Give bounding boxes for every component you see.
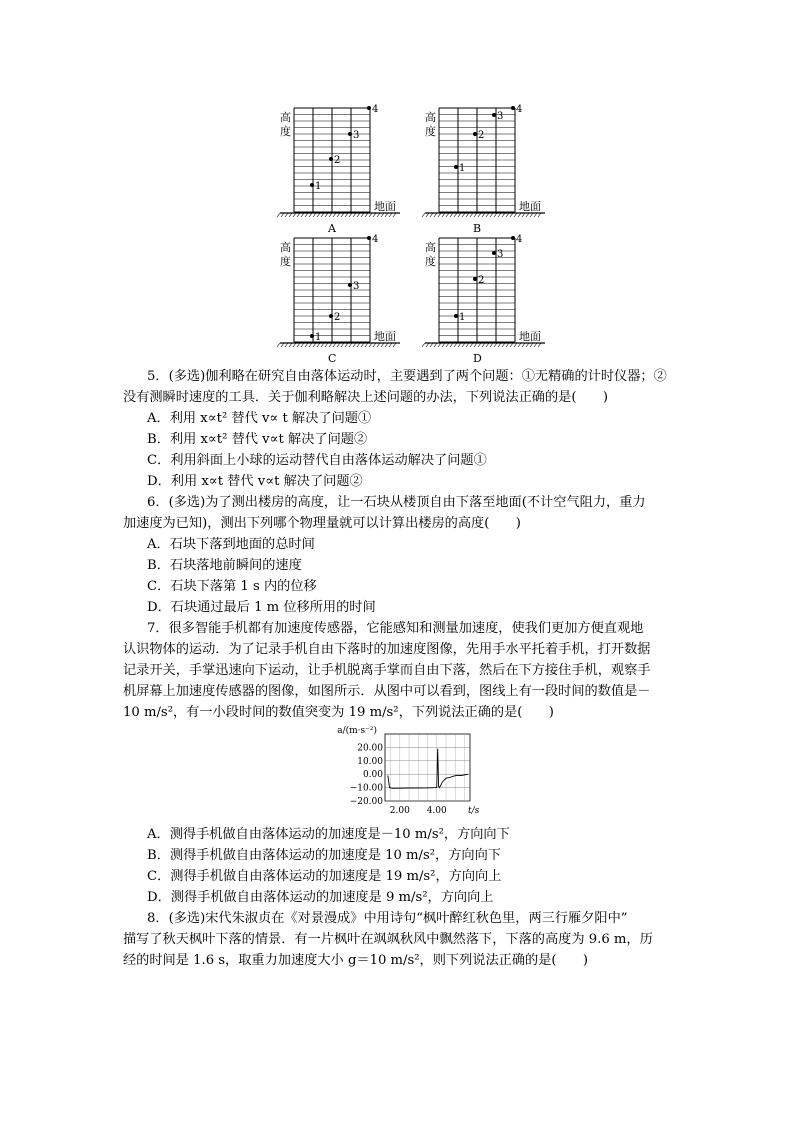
question-6 xyxy=(123,492,683,618)
point-3 xyxy=(492,251,496,255)
point-label-1: 1 xyxy=(459,163,466,174)
q6-option-a: A．石块下落到地面的总时间 xyxy=(147,537,315,552)
point-label-4: 4 xyxy=(372,104,379,115)
q6-stem-line-1: 6．(多选)为了测出楼房的高度，让一石块从楼顶自由下落至地面(不计空气阻力，重力 xyxy=(147,495,646,510)
point-4 xyxy=(367,106,371,110)
q7-option-a: A．测得手机做自由落体运动的加速度是－10 m/s²，方向向下 xyxy=(147,827,510,842)
panel-label: B xyxy=(473,222,482,235)
x-tick-label: 4.00 xyxy=(426,806,447,816)
q5-option-b: B．利用 x∝t² 替代 v∝t 解决了问题② xyxy=(147,432,368,447)
q7-stem-line-5: 10 m/s²，有一小段时间的数值突变为 19 m/s²，下列说法正确的是( ) xyxy=(123,705,554,720)
point-3 xyxy=(348,132,352,136)
point-1 xyxy=(454,314,458,318)
grid-panel-c xyxy=(277,234,400,365)
q5-option-a: A．利用 x∝t² 替代 v∝ t 解决了问题① xyxy=(147,411,372,426)
q6-option-d: D．石块通过最后 1 m 位移所用的时间 xyxy=(147,600,376,615)
height-label: 高 xyxy=(425,241,436,254)
height-label: 高 xyxy=(425,111,436,124)
q5-option-c: C．利用斜面上小球的运动替代自由落体运动解决了问题① xyxy=(147,453,487,468)
q8-stem-line-3: 经的时间是 1.6 s，取重力加速度大小 g＝10 m/s²，则下列说法正确的是( ) xyxy=(123,953,589,968)
panel-label: A xyxy=(328,222,336,235)
point-1 xyxy=(310,334,314,338)
point-label-1: 1 xyxy=(459,312,466,323)
point-label-3: 3 xyxy=(497,249,504,260)
point-4 xyxy=(511,236,515,240)
grid-panel-d xyxy=(422,234,545,365)
y-tick-label: −20.00 xyxy=(349,797,383,807)
y-axis-label: a/(m·s⁻²) xyxy=(337,726,377,736)
q7-option-d: D．测得手机做自由落体运动的加速度是 9 m/s²，方向向上 xyxy=(147,890,494,905)
q7-stem-line-1: 7．很多智能手机都有加速度传感器，它能感知和测量加速度，使我们更加方便直观地 xyxy=(147,621,644,636)
q5-stem-line-2: 没有测瞬时速度的工具．关于伽利略解决上述问题的办法，下列说法正确的是( ) xyxy=(123,390,609,405)
point-2 xyxy=(329,314,333,318)
q6-option-c: C．石块下落第 1 s 内的位移 xyxy=(147,579,317,594)
question-8 xyxy=(123,908,683,971)
point-label-4: 4 xyxy=(516,104,523,115)
height-label: 度 xyxy=(425,255,436,268)
grid-panel-a xyxy=(277,104,400,235)
point-4 xyxy=(511,106,515,110)
point-2 xyxy=(329,157,333,161)
point-3 xyxy=(348,283,352,287)
point-label-1: 1 xyxy=(315,332,322,343)
q7-option-b: B．测得手机做自由落体运动的加速度是 10 m/s²，方向向下 xyxy=(147,848,501,863)
ground-label: 地面 xyxy=(519,330,541,343)
panel-label: D xyxy=(473,352,482,365)
point-1 xyxy=(310,183,314,187)
ground-label: 地面 xyxy=(519,200,541,213)
point-label-4: 4 xyxy=(372,234,379,245)
panel-label: C xyxy=(328,352,337,365)
ground-label: 地面 xyxy=(374,200,396,213)
q5-option-d: D．利用 x∝t 替代 v∝t 解决了问题② xyxy=(147,474,363,489)
point-label-3: 3 xyxy=(497,111,504,122)
x-axis-label: t/s xyxy=(468,806,480,816)
ground-label: 地面 xyxy=(374,330,396,343)
height-label: 高 xyxy=(280,241,291,254)
point-2 xyxy=(473,277,477,281)
point-label-2: 2 xyxy=(334,312,341,323)
point-label-3: 3 xyxy=(353,130,360,141)
q5-stem-line-1: 5．(多选)伽利略在研究自由落体运动时，主要遇到了两个问题：①无精确的计时仪器；② xyxy=(147,369,667,384)
question-7 xyxy=(123,618,683,723)
height-label: 度 xyxy=(280,255,291,268)
point-label-3: 3 xyxy=(353,281,360,292)
x-tick-label: 2.00 xyxy=(389,806,410,816)
point-label-1: 1 xyxy=(315,181,322,192)
q6-stem-line-2: 加速度为已知)，测出下列哪个物理量就可以计算出楼房的高度( ) xyxy=(123,516,521,531)
height-label: 高 xyxy=(280,111,291,124)
point-label-4: 4 xyxy=(516,234,523,245)
point-3 xyxy=(492,113,496,117)
point-2 xyxy=(473,132,477,136)
question-7-options xyxy=(123,824,683,908)
q7-option-c: C．测得手机做自由落体运动的加速度是 19 m/s²，方向向上 xyxy=(147,869,502,884)
acceleration-chart xyxy=(330,726,480,818)
q7-stem-line-3: 记录开关，手掌迅速向下运动，让手机脱离手掌而自由下落，然后在下方接住手机，观察手 xyxy=(123,663,651,678)
height-grid-figure xyxy=(0,0,794,370)
q7-stem-line-2: 认识物体的运动．为了记录手机自由下落时的加速度图像，先用手水平托着手机，打开数据 xyxy=(123,642,651,657)
point-4 xyxy=(367,236,371,240)
q8-stem-line-1: 8．(多选)宋代朱淑贞在《对景漫成》中用诗句“枫叶醉红秋色里，两三行雁夕阳中” xyxy=(147,911,628,926)
q7-stem-line-4: 机屏幕上加速度传感器的图像，如图所示．从图中可以看到，图线上有一段时间的数值是－ xyxy=(123,684,651,699)
point-label-2: 2 xyxy=(334,155,341,166)
point-1 xyxy=(454,165,458,169)
height-label: 度 xyxy=(425,125,436,138)
y-tick-label: 10.00 xyxy=(357,756,383,767)
y-tick-label: −10.00 xyxy=(349,783,383,794)
grid-panel-b xyxy=(422,104,545,235)
q8-stem-line-2: 描写了秋天枫叶下落的情景．有一片枫叶在飒飒秋风中飘然落下，下落的高度为 9.6 m，历 xyxy=(123,932,653,947)
y-tick-label: 20.00 xyxy=(357,743,383,754)
question-5 xyxy=(123,366,683,492)
q6-option-b: B．石块落地前瞬间的速度 xyxy=(147,558,302,573)
point-label-2: 2 xyxy=(478,130,485,141)
point-label-2: 2 xyxy=(478,275,485,286)
y-tick-label: 0.00 xyxy=(362,770,383,781)
height-label: 度 xyxy=(280,125,291,138)
